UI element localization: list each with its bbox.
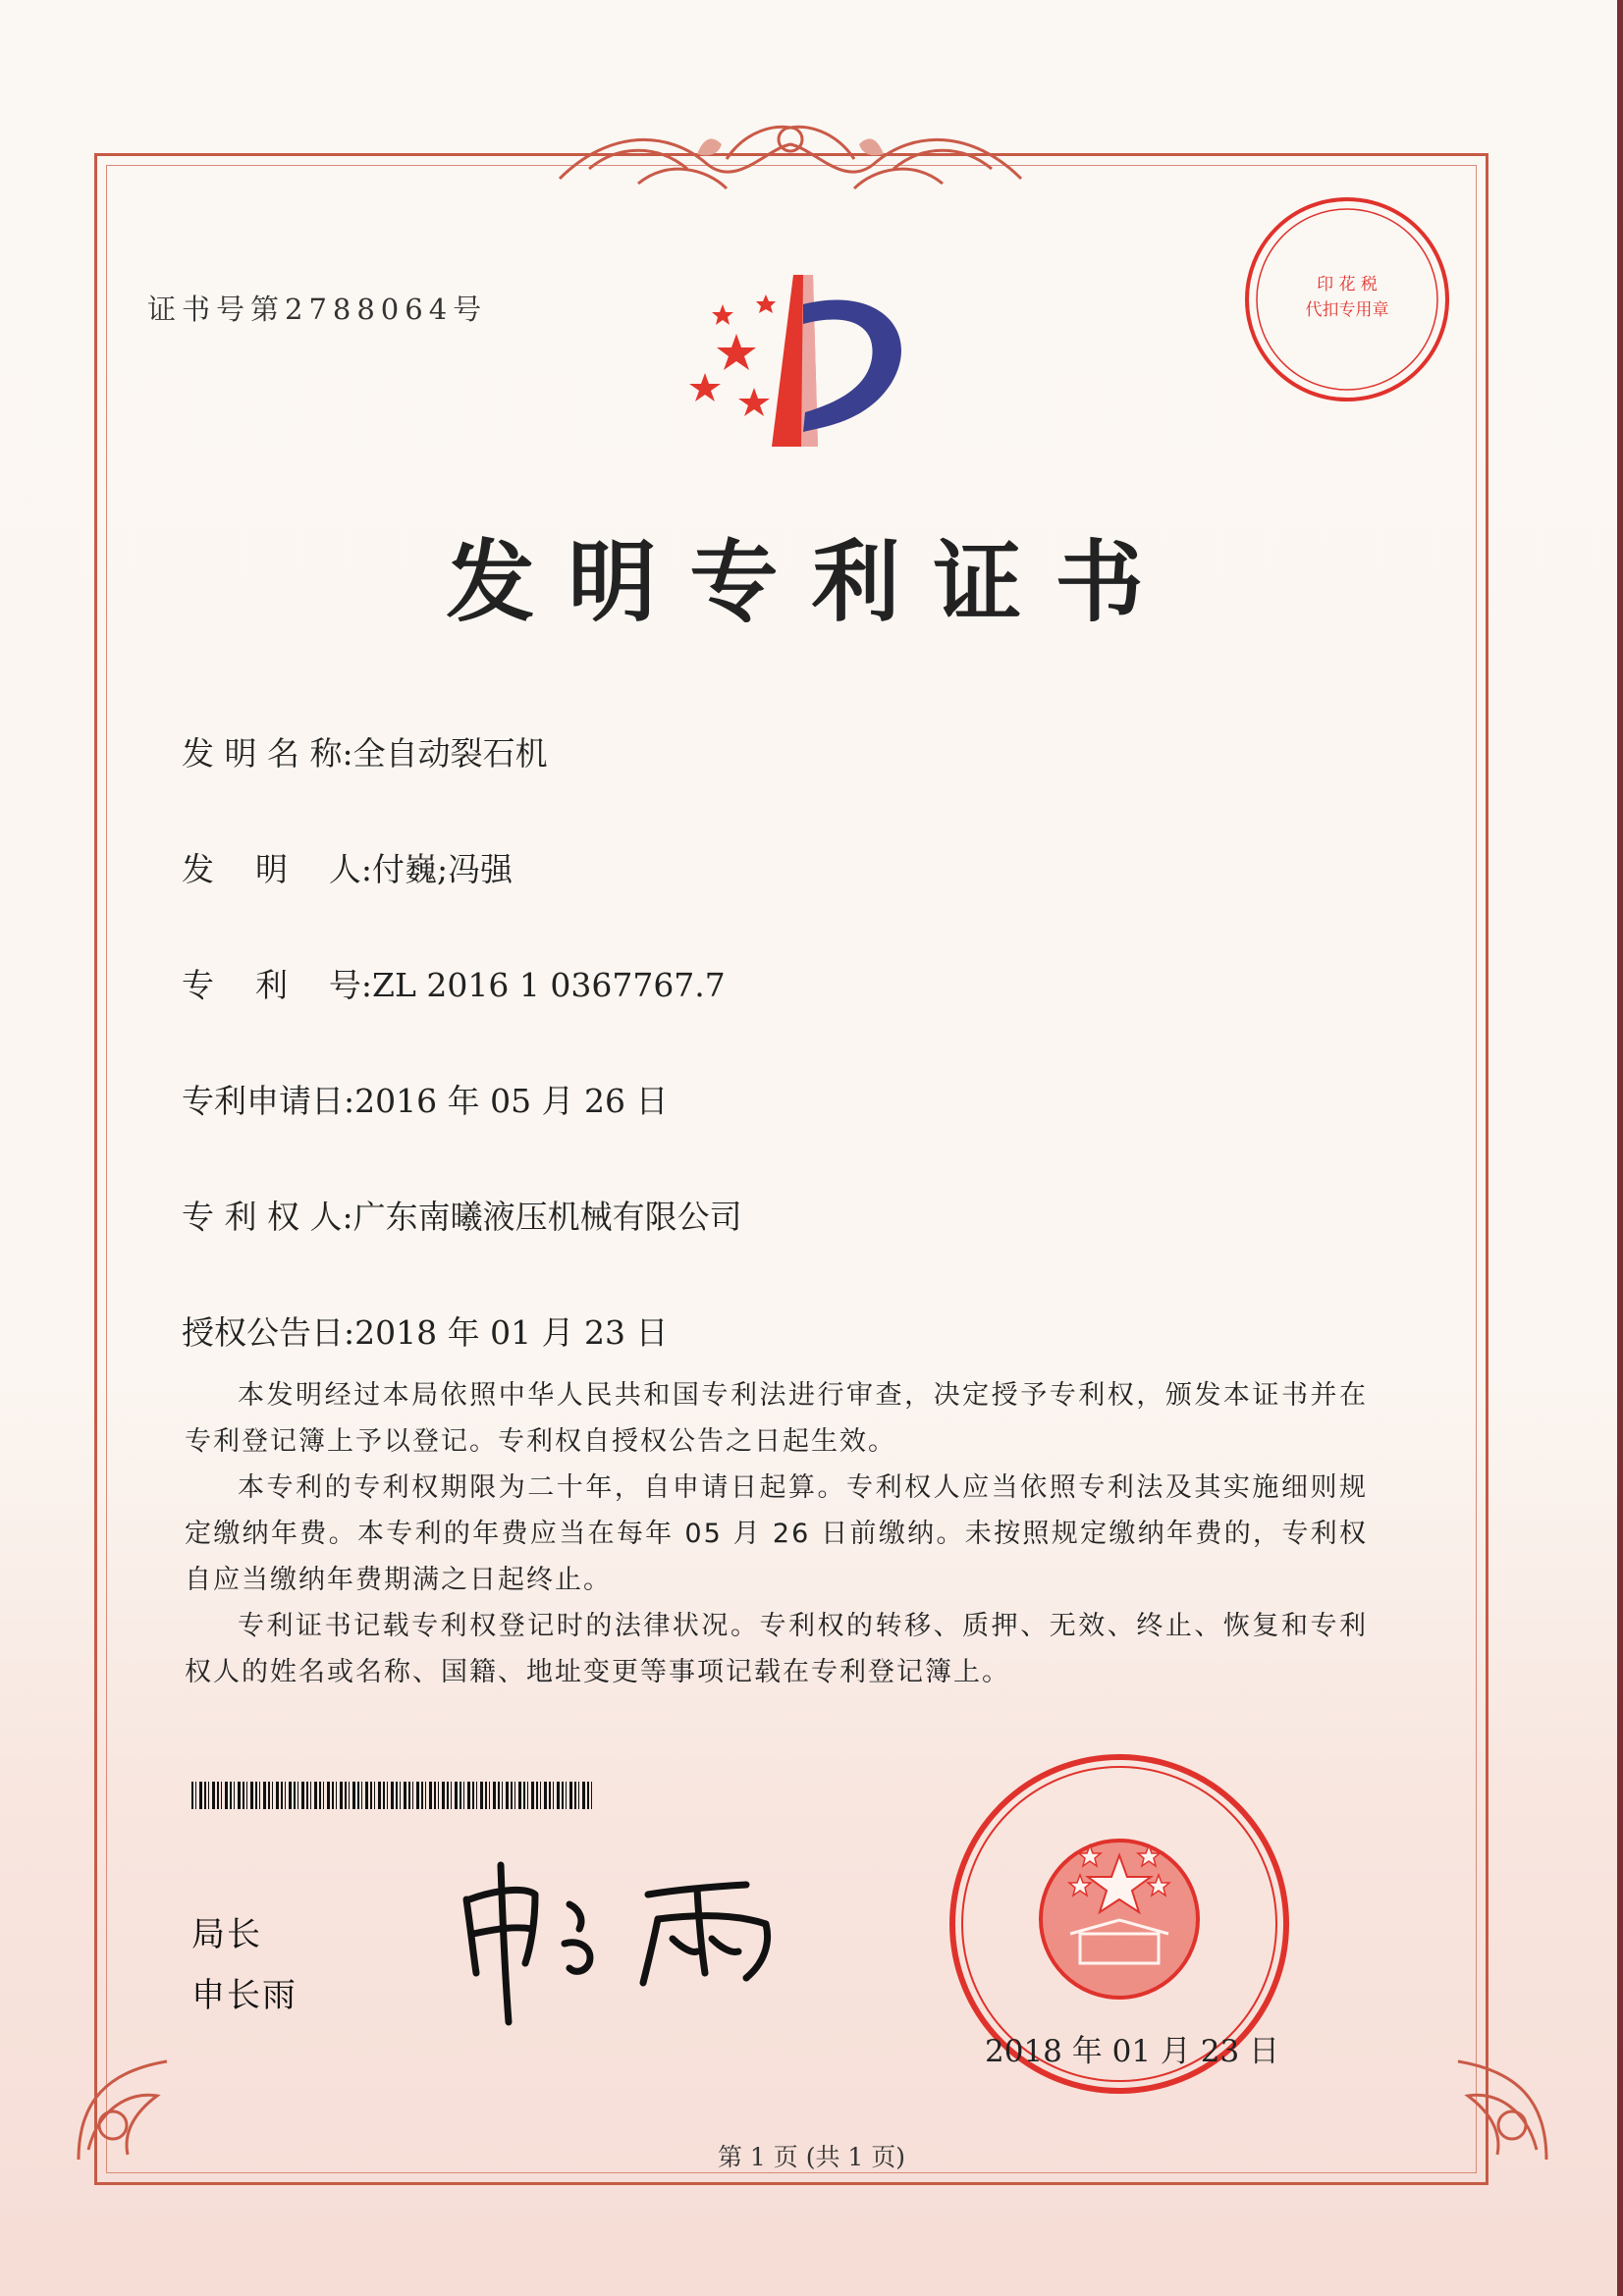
field-value: 广东南曦液压机械有限公司 — [352, 1198, 742, 1236]
handwritten-signature — [452, 1845, 805, 2042]
body-paragraph: 本发明经过本局依照中华人民共和国专利法进行审查，决定授予专利权，颁发本证书并在专利登记簿上予以登记。专利权自授权公告之日起生效。 — [185, 1380, 1368, 1457]
body-paragraph: 专利证书记载专利权登记时的法律状况。专利权的转移、质押、无效、终止、恢复和专利权人的姓名或名称、国籍、地址变更等事项记载在专利登记簿上。 — [185, 1611, 1368, 1687]
body-paragraph: 本专利的专利权期限为二十年，自申请日起算。专利权人应当依照专利法及其实施细则规定缴纳年费。本专利的年费应当在每年 05 月 26 日前缴纳。未按照规定缴纳年费的，专利权自应当缴纳年费期满之日起终止。 — [185, 1472, 1368, 1595]
page-number: 第 1 页 (共 1 页) — [717, 2143, 906, 2171]
field-value: 2016 年 05 月 26 日 — [354, 1082, 669, 1120]
svg-text:印 花 税: 印 花 税 — [1317, 275, 1378, 294]
field-label: 专利申请日: — [182, 1082, 355, 1120]
tax-stamp-seal — [1239, 191, 1455, 407]
barcode — [191, 1782, 594, 1809]
field-patent-number — [182, 960, 726, 1006]
patent-office-emblem-icon — [656, 265, 921, 461]
certificate-title: 发明专利证书 — [446, 530, 1177, 634]
field-label: 专 利 权 人: — [182, 1198, 353, 1236]
certificate-body-text — [185, 1372, 1368, 1695]
field-value: 2018 年 01 月 23 日 — [354, 1313, 669, 1352]
field-label: 发 明 人: — [182, 850, 373, 888]
field-patentee — [182, 1192, 742, 1238]
field-value: 全自动裂石机 — [352, 734, 548, 773]
svg-text:代扣专用章: 代扣专用章 — [1305, 300, 1389, 320]
director-name: 申长雨 — [191, 1976, 298, 2015]
field-value: 付巍;冯强 — [372, 850, 514, 888]
field-inventor — [182, 844, 513, 890]
field-label: 发 明 名 称: — [182, 734, 353, 773]
certificate-number: 证书号第2788064号 — [147, 293, 488, 326]
field-label: 授权公告日: — [182, 1313, 355, 1352]
top-scroll-ornament — [550, 110, 1031, 198]
field-invention-name — [182, 728, 548, 774]
seal-date: 2018 年 01 月 23 日 — [985, 2034, 1280, 2069]
field-grant-date — [182, 1308, 669, 1354]
field-application-date — [182, 1076, 669, 1122]
director-title: 局长 — [191, 1915, 262, 1954]
field-label: 专 利 号: — [182, 966, 373, 1004]
field-value: ZL 2016 1 0367767.7 — [372, 966, 726, 1004]
